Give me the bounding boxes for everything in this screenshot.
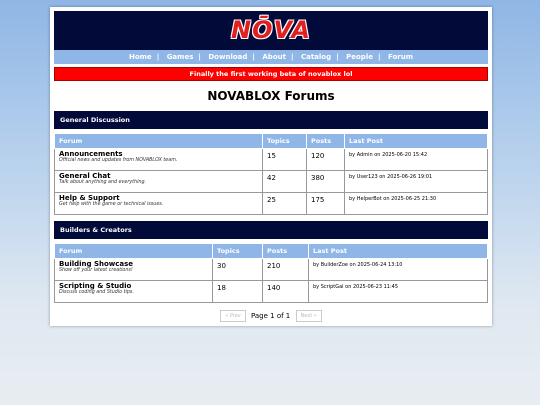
last-post: by Admin on 2025-06-20 15:42 xyxy=(345,149,488,171)
forum-description: Official news and updates from NOVABLOX team. xyxy=(59,158,178,163)
forum-cell xyxy=(55,259,213,281)
nav-catalog[interactable]: Catalog xyxy=(300,53,332,61)
column-header-posts: Posts xyxy=(263,244,309,259)
last-post: by User123 on 2025-06-26 19:01 xyxy=(345,171,488,193)
table-header-row xyxy=(55,134,488,149)
forum-link[interactable]: Announcements xyxy=(59,150,123,158)
pagination xyxy=(54,310,488,322)
nav-separator: | xyxy=(252,53,255,61)
site-logo[interactable]: NŌVA xyxy=(230,16,311,44)
page-indicator: Page 1 of 1 xyxy=(250,312,291,320)
forum-link[interactable]: Scripting & Studio xyxy=(59,282,132,290)
nav-bar xyxy=(54,50,488,64)
nav-separator: | xyxy=(156,53,160,61)
forum-description: Discuss coding and Studio tips. xyxy=(59,290,134,295)
nav-download[interactable]: Download xyxy=(208,53,248,61)
last-post: by HelperBot on 2025-06-25 21:30 xyxy=(345,193,488,215)
forum-cell xyxy=(55,193,263,215)
topics-count: 42 xyxy=(263,171,307,193)
next-page-button[interactable]: Next » xyxy=(296,310,322,322)
table-row xyxy=(55,281,488,303)
forum-cell xyxy=(55,171,263,193)
forum-link[interactable]: Help & Support xyxy=(59,194,120,202)
section-title: General Discussion xyxy=(54,111,488,129)
nav-separator: | xyxy=(198,53,201,61)
section-builders-creators xyxy=(54,221,488,303)
forum-cell xyxy=(55,149,263,171)
posts-count: 380 xyxy=(307,171,345,193)
posts-count: 120 xyxy=(307,149,345,171)
nav-home[interactable]: Home xyxy=(128,53,152,61)
column-header-last-post: Last Post xyxy=(309,244,488,259)
column-header-topics: Topics xyxy=(213,244,263,259)
nav-separator: | xyxy=(290,53,294,61)
topics-count: 15 xyxy=(263,149,307,171)
nav-forum[interactable]: Forum xyxy=(387,53,414,61)
forum-link[interactable]: General Chat xyxy=(59,172,111,180)
column-header-forum: Forum xyxy=(55,244,213,259)
posts-count: 210 xyxy=(263,259,309,281)
forum-table xyxy=(54,133,488,215)
page-title: NOVABLOX Forums xyxy=(207,89,335,103)
forum-description: Get help with the game or technical issues. xyxy=(59,202,164,207)
column-header-last-post: Last Post xyxy=(345,134,488,149)
column-header-posts: Posts xyxy=(307,134,345,149)
table-row xyxy=(55,149,488,171)
nav-separator: | xyxy=(377,53,381,61)
announcement-banner: Finally the first working beta of novablox lol xyxy=(54,67,488,81)
last-post: by ScriptGal on 2025-06-23 11:45 xyxy=(309,281,488,303)
table-row xyxy=(55,171,488,193)
forum-description: Talk about anything and everything. xyxy=(59,180,147,185)
section-general-discussion xyxy=(54,111,488,215)
table-row xyxy=(55,193,488,215)
forum-description: Show off your latest creations! xyxy=(59,268,133,273)
prev-page-button[interactable]: « Prev xyxy=(220,310,246,322)
nav-games[interactable]: Games xyxy=(166,53,194,61)
posts-count: 175 xyxy=(307,193,345,215)
topics-count: 30 xyxy=(213,259,263,281)
topics-count: 18 xyxy=(213,281,263,303)
forum-panel xyxy=(50,7,492,326)
forum-link[interactable]: Building Showcase xyxy=(59,260,134,268)
nav-people[interactable]: People xyxy=(346,53,373,61)
section-title: Builders & Creators xyxy=(54,221,488,239)
forum-cell xyxy=(55,281,213,303)
posts-count: 140 xyxy=(263,281,309,303)
nav-about[interactable]: About xyxy=(262,53,286,61)
column-header-forum: Forum xyxy=(55,134,263,149)
site-header xyxy=(54,11,488,50)
table-header-row xyxy=(55,244,488,259)
nav-separator: | xyxy=(336,53,339,61)
table-row xyxy=(55,259,488,281)
last-post: by BuilderZoe on 2025-06-24 13:10 xyxy=(309,259,488,281)
topics-count: 25 xyxy=(263,193,307,215)
column-header-topics: Topics xyxy=(263,134,307,149)
forum-table xyxy=(54,243,488,303)
